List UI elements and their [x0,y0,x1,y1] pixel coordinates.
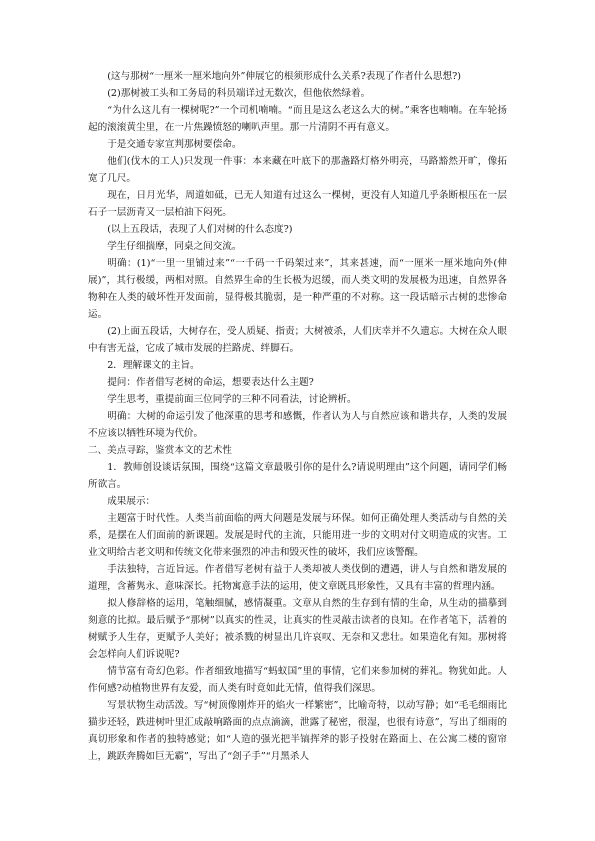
paragraph-12: 提问：作者借写老树的命运，想要表达什么主题? [107,377,314,388]
paragraph-5: 他们(伐木的工人)只发现一件事：本来藏在叶底下的那盏路灯格外明亮，马路豁然开旷，像拓宽了几尺。 [88,156,507,184]
paragraph-20: 拟人修辞格的运用，笔触细腻，感情凝重。文章从自然的生存到有情的生命，从生动的描摹到刻意的比拟。最后赋予“那树”以真实的性灵，让真实的性灵敲击读者的良知。在作者笔下，活着的树赋予人生存，更赋予人美好；被杀戮的树显出几许哀叹、无奈和又悲壮。如果造化有知。那树将会怎样向人们诉说呢? [88,598,507,660]
paragraph-18: 主题富于时代性。人类当前面临的两大问题是发展与环保。如何正确处理人类活动与自然的关系，是摆在人们面前的新课题。发展是时代的主流，只能用进一步的文明对付文明造成的灾害。工业文明给古老文明和传统文化带来强烈的冲击和毁灭性的破坏，我们应该警醒。 [88,513,507,558]
paragraph-9: 明确：(1)“一里一里铺过来”“一千码一千码架过来”，其来甚速，而“一厘米一厘米地向外(伸展)”，其行极缓，两相对照。自然界生命的生长极为迟缓，而人类文明的发展极为迅速，自然界各物种在人类的破坏性开发面前，显得极其脆弱，是一种严重的不对称。这一段话暗示古树的悲惨命运。 [88,258,507,320]
paragraph-4: 于是交通专家宣判那树要偿命。 [107,139,242,150]
paragraph-8: 学生仔细揣摩，同桌之间交流。 [107,241,242,252]
paragraph-14: 明确：大树的命运引发了他深重的思考和感慨，作者认为人与自然应该和谐共存，人类的发展不应该以牺牲环境为代价。 [88,411,507,439]
paragraph-13: 学生思考，重提前面三位同学的三种不同看法，讨论辨析。 [107,394,357,405]
paragraph-11: 2．理解课文的主旨。 [107,360,200,371]
paragraph-17: 成果展示： [107,496,156,507]
paragraph-1: (这与那树“一厘米一厘米地向外”伸展它的根须形成什么关系?表现了作者什么思想?) [107,71,461,82]
paragraph-22: 写景状物生动活泼。写“树顶像刚炸开的焰火一样繁密”，比喻奇特，以动写静；如“毛毛细雨比猫步还轻，跌进树叶里汇成敲响路面的点点滴滴，泄露了秘密，很湿，也很有诗意”，写出了细雨的真切形象和作者的独特感觉；如“人造的强光把半镐挥斧的影子投射在路面上、在公寓二楼的窗帘上，跳跃奔腾如巨无霸”，写出了“刽子手”“月黑杀人 [88,700,507,762]
paragraph-6: 现在，日月光华，周道如砥，已无人知道有过这么一棵树，更没有人知道几乎条断根压在一层石子一层沥青又一层柏油下闷死。 [88,190,507,218]
paragraph-3: “为什么这儿有一棵树呢?”一个司机喃喃。“而且是这么老这么大的树。”乘客也喃喃。在车轮扬起的滚滚黄尘里，在一片焦躁愤怒的喇叭声里。那一片清阴不再有意义。 [88,105,507,133]
paragraph-2: (2)那树被工头和工务局的科员端详过无数次，但他依然绿着。 [107,88,371,99]
section-heading: 二、美点寻踪，鉴赏本文的艺术性 [88,445,232,456]
paragraph-7: (以上五段话，表现了人们对树的什么态度?) [107,224,293,235]
paragraph-16: 1．教师创设谈话氛围，围绕“这篇文章最吸引你的是什么?请说明理由”这个问题，请同学们畅所欲言。 [88,462,507,490]
paragraph-10: (2)上面五段话，大树存在，受人质疑、指责；大树被杀，人们庆幸并不久遗忘。大树在众人眼中有害无益，它成了城市发展的拦路虎、绊脚石。 [88,326,507,354]
paragraph-19: 手法独特，言近旨远。作者借写老树有益于人类却被人类伐倒的遭遇，讲人与自然和谐发展的道理，含蓄隽永、意味深长。托物寓意手法的运用，使文章既具形象性，又具有丰富的哲理内涵。 [88,564,507,592]
paragraph-21: 情节富有奇幻色彩。作者细致地描写“蚂蚁国”里的事情，它们来参加树的葬礼。物犹如此。人作何感?动植物世界有友爱，而人类有时竟如此无情，值得我们深思。 [88,666,507,694]
